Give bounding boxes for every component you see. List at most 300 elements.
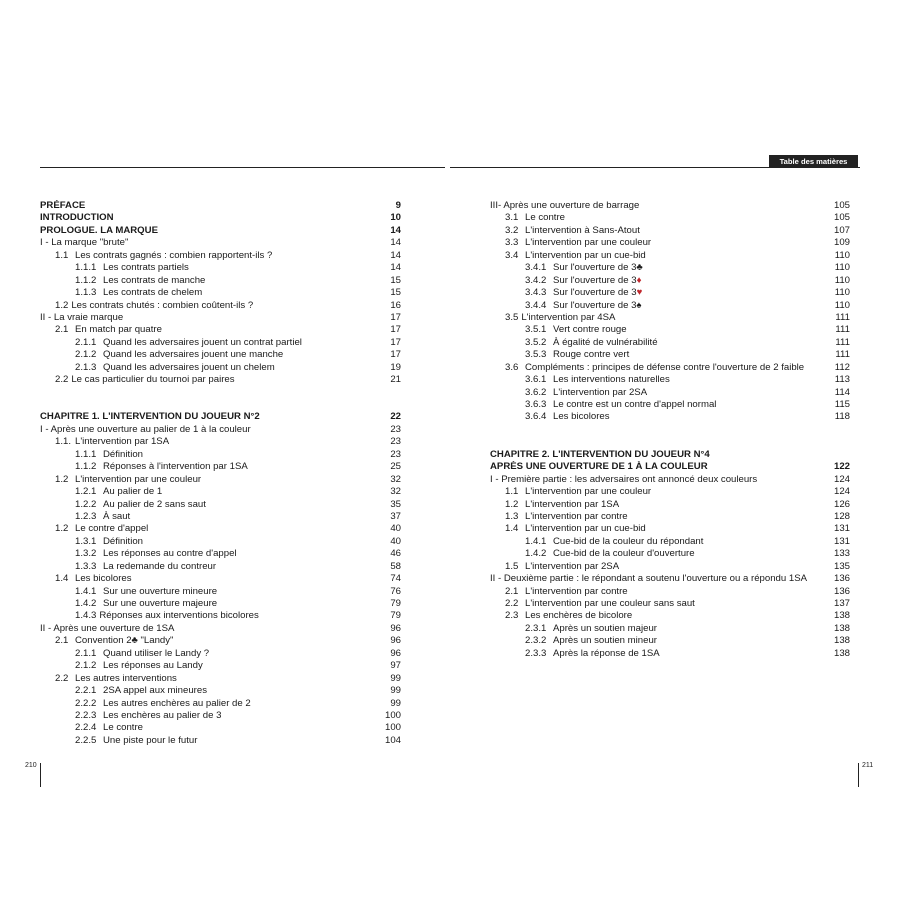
- toc-entry-title: Sur l'ouverture de 3♦: [553, 274, 642, 286]
- toc-heading[interactable]: [40, 225, 401, 237]
- toc-entry-number: 1.1: [505, 486, 519, 498]
- toc-entry-page: 136: [833, 573, 850, 585]
- toc-entry-page: 110: [834, 287, 850, 299]
- toc-entry[interactable]: [40, 324, 401, 336]
- toc-heading[interactable]: [490, 461, 850, 473]
- toc-entry-title: À saut: [103, 510, 131, 522]
- toc-spacer: [40, 387, 401, 399]
- toc-entry-number: 2.2: [55, 672, 69, 684]
- toc-entry-page: 136: [833, 585, 850, 597]
- toc-entry-title: Quand les adversaires jouent un chelem: [103, 361, 275, 373]
- toc-entry[interactable]: [490, 548, 850, 560]
- toc-entry-page: 135: [833, 560, 850, 572]
- toc-entry[interactable]: [490, 411, 850, 423]
- toc-entry[interactable]: [40, 536, 401, 548]
- toc-entry[interactable]: [490, 635, 850, 647]
- toc-entry-page: 40: [390, 523, 401, 535]
- toc-entry[interactable]: [40, 262, 401, 274]
- toc-entry-number: 3.4.3: [525, 287, 547, 299]
- toc-entry-page: 23: [390, 436, 401, 448]
- toc-entry-page: 111: [835, 324, 850, 336]
- toc-entry[interactable]: [490, 337, 850, 349]
- toc-entry-number: 1.1.: [55, 436, 72, 448]
- toc-entry-title: L'intervention par une couleur: [75, 473, 202, 485]
- toc-entry-number: 2.2: [55, 374, 69, 386]
- toc-entry-number: 2.1: [55, 635, 69, 647]
- toc-entry-title: Cue-bid de la couleur du répondant: [553, 535, 704, 547]
- toc-entry-page: 58: [390, 560, 401, 572]
- toc-entry-page: 32: [390, 486, 401, 498]
- toc-entry[interactable]: [40, 474, 401, 486]
- toc-entry-title: L'intervention par un cue-bid: [525, 249, 646, 261]
- toc-entry-title: En match par quatre: [75, 324, 162, 336]
- toc-entry-title: Les contrats de manche: [103, 274, 206, 286]
- toc-entry[interactable]: [40, 673, 401, 685]
- toc-entry[interactable]: [40, 374, 401, 386]
- toc-entry-number: 2.1.1: [75, 336, 97, 348]
- toc-entry-number: 2.1.2: [75, 349, 97, 361]
- toc-entry-title: Sur l'ouverture de 3♣: [553, 262, 643, 274]
- toc-entry-number: 1.3.3: [75, 560, 97, 572]
- toc-entry[interactable]: [490, 648, 850, 660]
- toc-entry-page: 15: [390, 274, 401, 286]
- toc-entry-title: I - La marque "brute": [40, 237, 129, 249]
- toc-entry-page: 131: [833, 523, 850, 535]
- header-rule-left: [40, 167, 445, 168]
- toc-entry[interactable]: [40, 287, 401, 299]
- toc-entry-number: 2.1: [55, 324, 69, 336]
- toc-entry[interactable]: [40, 660, 401, 672]
- toc-entry-title: Quand les adversaires jouent un contrat partiel: [103, 336, 302, 348]
- toc-entry[interactable]: [40, 523, 401, 535]
- toc-entry-number: 2.3.1: [525, 622, 547, 634]
- toc-entry[interactable]: [40, 623, 401, 635]
- toc-entry-number: 1.2.2: [75, 498, 97, 510]
- toc-spacer: [40, 399, 401, 411]
- toc-entry-page: 99: [390, 672, 401, 684]
- toc-entry[interactable]: [490, 312, 850, 324]
- toc-entry-page: 79: [390, 598, 401, 609]
- toc-entry[interactable]: [40, 648, 401, 660]
- toc-entry[interactable]: [490, 511, 850, 523]
- toc-entry[interactable]: [40, 461, 401, 473]
- toc-entry-page: 23: [390, 423, 401, 435]
- toc-entry-number: 1.3: [505, 510, 519, 522]
- toc-entry-title: Les autres interventions: [75, 672, 177, 684]
- toc-entry[interactable]: [490, 387, 850, 399]
- toc-entry-page: 105: [833, 212, 850, 224]
- toc-entry[interactable]: [40, 349, 401, 361]
- toc-entry-title: Au palier de 1: [103, 486, 163, 498]
- toc-entry[interactable]: [490, 225, 850, 237]
- toc-entry-page: 97: [390, 660, 401, 672]
- toc-entry-title: Le contre: [103, 722, 144, 734]
- toc-entry-page: 32: [390, 473, 401, 485]
- toc-entry[interactable]: [40, 610, 401, 622]
- toc-entry-number: 2.1: [505, 585, 519, 597]
- toc-entry-title: L'intervention par contre: [525, 585, 628, 597]
- toc-entry[interactable]: [40, 300, 401, 312]
- toc-entry[interactable]: [490, 275, 850, 287]
- toc-entry-title: Les enchères au palier de 3: [103, 709, 222, 721]
- toc-entry-number: 1.4.2: [75, 598, 97, 609]
- toc-entry-title: Les bicolores: [553, 411, 610, 423]
- toc-entry-number: 2.2.4: [75, 722, 97, 734]
- toc-entry-title: Les enchères de bicolore: [525, 610, 633, 622]
- toc-entry-number: 3.6: [505, 361, 519, 373]
- toc-entry[interactable]: [40, 362, 401, 374]
- toc-entry-page: 124: [833, 486, 850, 498]
- toc-entry-number: 2.2.5: [75, 734, 97, 746]
- toc-entry-number: 1.4.3: [75, 610, 97, 622]
- toc-entry-page: 104: [384, 734, 401, 746]
- heart-suit-icon: ♥: [636, 287, 643, 299]
- toc-entry-title: Les contrats chutés : combien coûtent-ils ?: [71, 299, 254, 311]
- toc-entry-number: 2.3: [505, 610, 519, 622]
- toc-entry-title: Définition: [103, 448, 143, 460]
- toc-entry-page: 138: [833, 635, 850, 647]
- toc-entry-number: 3.3: [505, 237, 519, 249]
- toc-entry-page: 35: [390, 498, 401, 510]
- toc-entry-number: 3.4.1: [525, 262, 547, 274]
- toc-entry-page: 40: [390, 535, 401, 547]
- toc-entry[interactable]: [40, 337, 401, 349]
- toc-entry-page: 118: [834, 411, 850, 423]
- toc-entry-title: Après un soutien majeur: [553, 622, 657, 634]
- toc-entry-title: Cue-bid de la couleur d'ouverture: [553, 548, 695, 560]
- toc-entry[interactable]: [490, 486, 850, 498]
- toc-entry-title: Vert contre rouge: [553, 324, 627, 336]
- toc-right-column: [490, 200, 850, 660]
- toc-entry-number: 1.2: [505, 498, 519, 510]
- toc-entry-title: Le contre est un contre d'appel normal: [553, 399, 717, 410]
- toc-entry-title: Le contre d'appel: [75, 523, 149, 535]
- toc-entry[interactable]: [40, 424, 401, 436]
- running-header: Table des matières: [769, 155, 858, 168]
- toc-entry-title: Les contrats partiels: [103, 262, 189, 274]
- toc-entry-page: 131: [833, 535, 850, 547]
- toc-entry-title: II - Deuxième partie : le répondant a soutenu l'ouverture ou a répondu 1SA: [490, 573, 808, 585]
- toc-entry-number: 3.5: [505, 311, 519, 323]
- toc-entry-title: PROLOGUE. LA MARQUE: [40, 224, 158, 236]
- toc-heading[interactable]: [490, 449, 850, 461]
- toc-entry-title: Quand utiliser le Landy ?: [103, 647, 210, 659]
- toc-entry-title: Les interventions naturelles: [553, 374, 670, 386]
- toc-entry-title: Réponses aux interventions bicolores: [99, 610, 259, 622]
- toc-entry[interactable]: [490, 250, 850, 262]
- toc-entry-number: 2.2.2: [75, 697, 97, 709]
- toc-entry-number: 1.4.2: [525, 548, 547, 560]
- toc-entry-page: 105: [833, 200, 850, 211]
- toc-entry-page: 16: [390, 299, 401, 311]
- toc-entry[interactable]: [490, 349, 850, 361]
- toc-entry[interactable]: [490, 586, 850, 598]
- toc-entry-page: 111: [835, 336, 850, 348]
- toc-entry-page: 122: [833, 461, 850, 473]
- toc-entry-title: Les bicolores: [75, 573, 132, 585]
- toc-entry-title: Les contrats gagnés : combien rapportent-ils ?: [75, 249, 273, 261]
- toc-entry[interactable]: [40, 685, 401, 697]
- toc-entry-title: Compléments : principes de défense contre l'ouverture de 2 faible: [525, 361, 805, 373]
- toc-entry-page: 133: [833, 548, 850, 560]
- toc-entry[interactable]: [40, 586, 401, 598]
- toc-entry-number: 3.6.2: [525, 386, 547, 398]
- toc-entry-number: 1.4: [505, 523, 519, 535]
- toc-entry-title: Les réponses au contre d'appel: [103, 548, 237, 560]
- toc-entry-title: Sur l'ouverture de 3♠: [553, 299, 642, 311]
- toc-entry-page: 110: [834, 274, 850, 286]
- toc-entry[interactable]: [490, 237, 850, 249]
- toc-entry-page: 46: [390, 548, 401, 560]
- toc-entry-title: 2SA appel aux mineures: [103, 685, 207, 697]
- toc-entry-number: 1.2.1: [75, 486, 97, 498]
- toc-entry-page: 111: [835, 349, 850, 361]
- toc-entry-number: 3.4.2: [525, 274, 547, 286]
- toc-entry[interactable]: [490, 362, 850, 374]
- toc-heading[interactable]: [40, 411, 401, 423]
- toc-entry-title: CHAPITRE 2. L'INTERVENTION DU JOUEUR N°4: [490, 448, 710, 460]
- toc-entry-number: 1.2: [55, 523, 69, 535]
- toc-entry-page: 124: [833, 473, 850, 485]
- toc-entry-title: L'intervention par 1SA: [525, 498, 620, 510]
- toc-entry-title: Les autres enchères au palier de 2: [103, 697, 251, 709]
- toc-entry-title: I - Première partie : les adversaires ont annoncé deux couleurs: [490, 473, 758, 485]
- toc-entry-title: Sur une ouverture majeure: [103, 598, 218, 609]
- toc-entry[interactable]: [490, 262, 850, 274]
- toc-entry-number: 1.2.3: [75, 510, 97, 522]
- toc-entry-title: Sur une ouverture mineure: [103, 585, 218, 597]
- toc-entry-page: 76: [390, 585, 401, 597]
- toc-entry-title: L'intervention par 4SA: [521, 311, 616, 323]
- toc-entry-number: 2.2.3: [75, 709, 97, 721]
- toc-entry-title: Sur l'ouverture de 3♥: [553, 287, 643, 299]
- toc-entry[interactable]: [490, 598, 850, 610]
- toc-entry-number: 3.6.1: [525, 374, 547, 386]
- toc-entry-page: 14: [390, 237, 401, 249]
- toc-entry[interactable]: [40, 710, 401, 722]
- toc-entry-title: III- Après une ouverture de barrage: [490, 200, 640, 211]
- toc-entry-number: 1.2: [55, 299, 69, 311]
- toc-entry-title: Le cas particulier du tournoi par paires: [71, 374, 235, 386]
- toc-spacer: [490, 424, 850, 436]
- toc-entry-number: 2.3.3: [525, 647, 547, 659]
- toc-entry-page: 9: [395, 200, 401, 211]
- toc-entry-page: 21: [390, 374, 401, 386]
- toc-entry-page: 14: [390, 224, 401, 236]
- toc-entry[interactable]: [490, 561, 850, 573]
- toc-entry-title: Réponses à l'intervention par 1SA: [103, 461, 248, 473]
- toc-entry-page: 100: [384, 722, 401, 734]
- toc-entry-number: 3.2: [505, 224, 519, 236]
- toc-entry-number: 1.1.2: [75, 461, 97, 473]
- toc-entry-page: 115: [834, 399, 850, 410]
- toc-entry-page: 138: [833, 622, 850, 634]
- toc-entry-number: 2.3.2: [525, 635, 547, 647]
- toc-entry-number: 1.4.1: [75, 585, 97, 597]
- toc-entry-title: PRÉFACE: [40, 200, 86, 211]
- toc-entry[interactable]: [40, 735, 401, 747]
- toc-entry-title: Quand les adversaires jouent une manche: [103, 349, 284, 361]
- toc-entry-page: 15: [390, 287, 401, 299]
- toc-entry-page: 112: [834, 361, 850, 373]
- toc-entry[interactable]: [40, 436, 401, 448]
- toc-entry-title: Après un soutien mineur: [553, 635, 657, 647]
- toc-entry-title: L'intervention par 1SA: [75, 436, 170, 448]
- toc-entry-number: 1.3.1: [75, 535, 97, 547]
- toc-entry-title: Après la réponse de 1SA: [553, 647, 660, 659]
- toc-entry[interactable]: [490, 536, 850, 548]
- toc-entry[interactable]: [490, 287, 850, 299]
- toc-entry-title: Rouge contre vert: [553, 349, 630, 361]
- toc-entry-page: 17: [390, 324, 401, 336]
- toc-entry-page: 23: [390, 448, 401, 460]
- toc-entry-page: 17: [390, 311, 401, 323]
- toc-entry-number: 1.1.1: [75, 262, 97, 274]
- toc-entry-title: L'intervention par contre: [525, 510, 628, 522]
- toc-entry[interactable]: [490, 374, 850, 386]
- toc-entry-page: 96: [390, 622, 401, 634]
- toc-entry-page: 113: [834, 374, 850, 386]
- toc-entry[interactable]: [40, 511, 401, 523]
- toc-entry[interactable]: [490, 324, 850, 336]
- toc-entry-number: 1.4: [55, 573, 69, 585]
- toc-entry[interactable]: [40, 548, 401, 560]
- toc-entry-page: 96: [390, 647, 401, 659]
- toc-entry[interactable]: [40, 237, 401, 249]
- toc-entry-page: 14: [390, 249, 401, 261]
- toc-entry[interactable]: [490, 200, 850, 212]
- toc-entry[interactable]: [490, 623, 850, 635]
- toc-heading[interactable]: [40, 200, 401, 212]
- toc-entry-number: 2.2.1: [75, 685, 97, 697]
- page-number-right: 211: [862, 762, 874, 769]
- toc-entry[interactable]: [40, 722, 401, 734]
- toc-entry[interactable]: [490, 523, 850, 535]
- toc-entry-number: 2.2: [505, 598, 519, 609]
- toc-entry[interactable]: [490, 610, 850, 622]
- toc-entry-title: L'intervention par un cue-bid: [525, 523, 646, 535]
- toc-entry-title: APRÈS UNE OUVERTURE DE 1 À LA COULEUR: [490, 461, 708, 473]
- toc-entry[interactable]: [40, 635, 401, 647]
- toc-entry-page: 10: [390, 212, 401, 224]
- page-edge-left: [40, 763, 41, 787]
- toc-entry-page: 17: [390, 349, 401, 361]
- toc-entry-page: 14: [390, 262, 401, 274]
- toc-entry-number: 3.4: [505, 249, 519, 261]
- toc-entry-number: 2.1.3: [75, 361, 97, 373]
- toc-entry-title: Définition: [103, 535, 143, 547]
- toc-spacer: [490, 436, 850, 448]
- toc-entry[interactable]: [40, 598, 401, 610]
- toc-entry-page: 74: [390, 573, 401, 585]
- toc-entry[interactable]: [40, 698, 401, 710]
- toc-entry-number: 3.5.2: [525, 336, 547, 348]
- toc-entry-page: 110: [834, 249, 850, 261]
- toc-entry-title: CHAPITRE 1. L'INTERVENTION DU JOUEUR N°2: [40, 411, 260, 423]
- toc-entry-title: Convention 2♣ "Landy": [75, 635, 174, 647]
- toc-entry-number: 1.1.3: [75, 287, 97, 299]
- toc-entry-page: 107: [833, 224, 850, 236]
- page-edge-right: [858, 763, 859, 787]
- toc-entry-page: 126: [833, 498, 850, 510]
- toc-entry[interactable]: [40, 312, 401, 324]
- toc-entry-number: 3.5.3: [525, 349, 547, 361]
- toc-entry-title: INTRODUCTION: [40, 212, 114, 224]
- toc-entry-number: 1.1.2: [75, 274, 97, 286]
- toc-entry-page: 114: [834, 386, 850, 398]
- toc-entry-title: Le contre: [525, 212, 566, 224]
- toc-entry-number: 3.5.1: [525, 324, 547, 336]
- toc-entry[interactable]: [490, 474, 850, 486]
- toc-entry[interactable]: [40, 449, 401, 461]
- toc-entry[interactable]: [490, 399, 850, 411]
- toc-entry-page: 17: [390, 336, 401, 348]
- toc-entry-page: 99: [390, 697, 401, 709]
- toc-entry[interactable]: [40, 275, 401, 287]
- toc-entry-title: Au palier de 2 sans saut: [103, 498, 206, 510]
- toc-entry-title: Les contrats de chelem: [103, 287, 203, 299]
- toc-entry-number: 2.1.1: [75, 647, 97, 659]
- toc-entry-title: I - Après une ouverture au palier de 1 à la couleur: [40, 423, 251, 435]
- toc-entry[interactable]: [490, 212, 850, 224]
- toc-entry[interactable]: [40, 486, 401, 498]
- toc-entry-title: II - La vraie marque: [40, 311, 124, 323]
- toc-entry-page: 22: [390, 411, 401, 423]
- toc-entry-page: 79: [390, 610, 401, 622]
- toc-entry-title: La redemande du contreur: [103, 560, 217, 572]
- toc-entry-page: 137: [833, 598, 850, 609]
- toc-entry-title: L'intervention par une couleur: [525, 237, 652, 249]
- toc-entry-title: Les réponses au Landy: [103, 660, 203, 672]
- toc-heading[interactable]: [40, 212, 401, 224]
- toc-entry-page: 96: [390, 635, 401, 647]
- toc-entry-number: 1.5: [505, 560, 519, 572]
- toc-entry-number: 3.6.4: [525, 411, 547, 423]
- toc-entry-number: 1.4.1: [525, 535, 547, 547]
- toc-entry[interactable]: [40, 499, 401, 511]
- toc-left-column: [40, 200, 401, 747]
- toc-entry[interactable]: [40, 250, 401, 262]
- toc-entry[interactable]: [40, 561, 401, 573]
- toc-entry-number: 3.4.4: [525, 299, 547, 311]
- toc-entry-page: 110: [834, 299, 850, 311]
- toc-entry-number: 1.3.2: [75, 548, 97, 560]
- toc-entry[interactable]: [490, 573, 850, 585]
- toc-entry-number: 1.1.1: [75, 448, 97, 460]
- toc-entry-number: 1.1: [55, 249, 69, 261]
- toc-entry-title: L'intervention par 2SA: [525, 560, 620, 572]
- toc-entry[interactable]: [40, 573, 401, 585]
- page-number-left: 210: [25, 762, 37, 769]
- toc-entry-title: L'intervention à Sans-Atout: [525, 224, 640, 236]
- toc-entry-page: 111: [835, 311, 850, 323]
- toc-entry-title: L'intervention par une couleur sans saut: [525, 598, 695, 609]
- toc-entry-page: 138: [833, 647, 850, 659]
- toc-entry-page: 128: [833, 510, 850, 522]
- toc-entry-title: Une piste pour le futur: [103, 734, 198, 746]
- toc-entry[interactable]: [490, 499, 850, 511]
- toc-entry-page: 37: [390, 510, 401, 522]
- toc-entry-page: 99: [390, 685, 401, 697]
- toc-entry-number: 2.1.2: [75, 660, 97, 672]
- toc-entry-page: 25: [390, 461, 401, 473]
- toc-entry[interactable]: [490, 300, 850, 312]
- toc-entry-title: À égalité de vulnérabilité: [553, 336, 658, 348]
- toc-entry-page: 19: [390, 361, 401, 373]
- diamond-suit-icon: ♦: [636, 274, 642, 286]
- toc-entry-number: 1.2: [55, 473, 69, 485]
- toc-entry-title: L'intervention par 2SA: [553, 386, 648, 398]
